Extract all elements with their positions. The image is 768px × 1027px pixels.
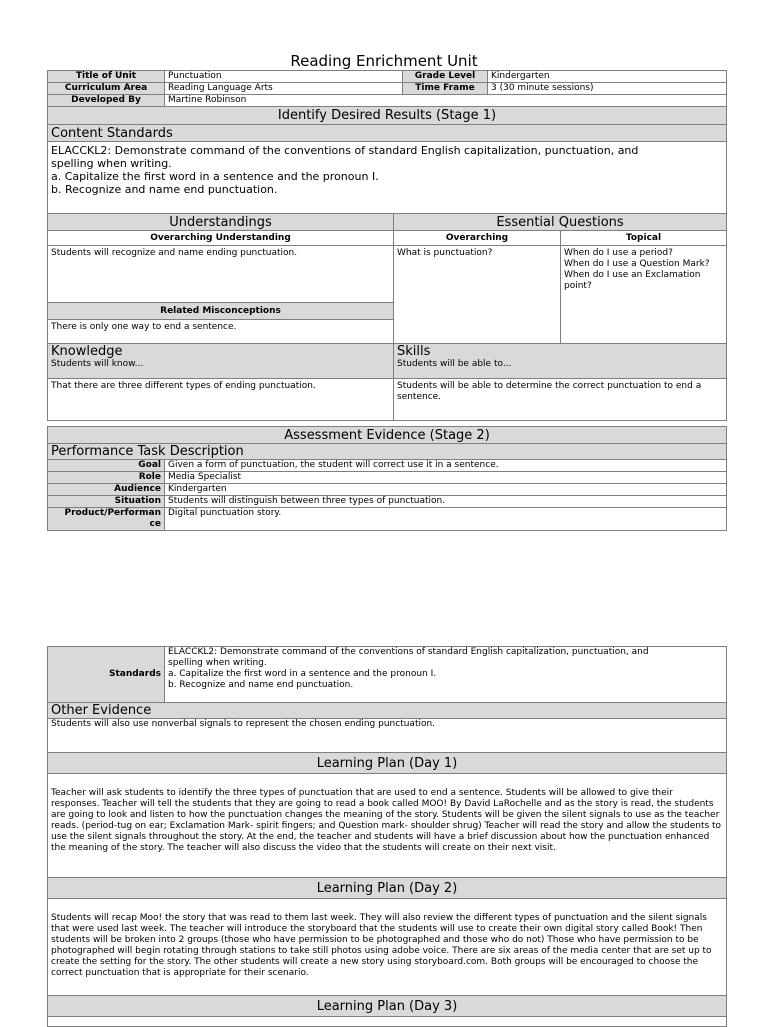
learning-plan-table bbox=[47, 702, 727, 1027]
standards-line: ELACCKL2: Demonstrate command of the conventions of standard English capitalization, punctuation, and bbox=[51, 144, 639, 157]
situation-text: Students will distinguish between three types of punctuation. bbox=[165, 496, 727, 508]
standards-line: ELACCKL2: Demonstrate command of the conventions of standard English capitalization, punctuation, and bbox=[168, 647, 649, 657]
product-text: Digital punctuation story. bbox=[165, 508, 727, 531]
day1-text: Teacher will ask students to identify the three types of punctuation that are used to end a sentence. Students will be allowed to give their responses. Teacher will tell the students that they are going to read a book called MOO! By David LaRochelle and as the story is read, the students are going to look and listen to how the punctuation changes the meaning of the story. Students will be given the silent signals to use as the teacher reads. (period-tug on ear; Exclamation Mark- spirit fingers; and Question mark- shoulder shrug) Teacher will read the story and allow the students to use the silent signals throughout the story. At the end, the teacher and students will have a brief discussion about how the punctuation enhanced the meaning of the story. The teacher will also discuss the video that the students will create on their next visit. bbox=[48, 774, 727, 878]
goal-text: Given a form of punctuation, the student will correct use it in a sentence. bbox=[165, 460, 727, 472]
title-of-unit-label: Title of Unit bbox=[48, 71, 165, 83]
curriculum-area-label: Curriculum Area bbox=[48, 83, 165, 95]
standards-line: b. Recognize and name end punctuation. bbox=[51, 183, 278, 196]
skills-heading: Skills bbox=[397, 344, 431, 359]
standards-line: b. Recognize and name end punctuation. bbox=[168, 680, 354, 690]
overarching-understanding-text: Students will recognize and name ending punctuation. bbox=[48, 246, 394, 303]
stage2-table bbox=[47, 426, 727, 531]
topical-question: When do I use an Exclamation point? bbox=[564, 270, 701, 291]
knowledge-text: That there are three different types of ending punctuation. bbox=[48, 379, 394, 421]
understandings-heading: Understandings bbox=[48, 214, 394, 231]
standards-label: Standards bbox=[48, 647, 165, 703]
skills-sub: Students will be able to... bbox=[397, 359, 512, 369]
goal-label: Goal bbox=[48, 460, 165, 472]
skills-header-cell bbox=[394, 344, 727, 379]
role-text: Media Specialist bbox=[165, 472, 727, 484]
content-standards-text bbox=[48, 142, 727, 214]
stage1-table bbox=[47, 106, 727, 421]
page2-standards-table bbox=[47, 646, 727, 703]
skills-text: Students will be able to determine the correct punctuation to end a sentence. bbox=[394, 379, 727, 421]
audience-text: Kindergarten bbox=[165, 484, 727, 496]
title-of-unit-value: Punctuation bbox=[165, 71, 403, 83]
day3-text bbox=[48, 1017, 727, 1027]
overarching-label: Overarching bbox=[394, 231, 561, 246]
standards-line: a. Capitalize the first word in a sentence and the pronoun I. bbox=[168, 669, 437, 679]
developed-by-label: Developed By bbox=[48, 95, 165, 107]
knowledge-heading: Knowledge bbox=[51, 344, 123, 359]
audience-label: Audience bbox=[48, 484, 165, 496]
day3-heading: Learning Plan (Day 3) bbox=[48, 996, 727, 1017]
performance-task-heading: Performance Task Description bbox=[48, 444, 727, 460]
time-frame-label: Time Frame bbox=[403, 83, 488, 95]
topical-questions bbox=[561, 246, 727, 344]
overarching-question: What is punctuation? bbox=[394, 246, 561, 344]
product-label-line: ce bbox=[149, 519, 161, 529]
document-title: Reading Enrichment Unit bbox=[290, 52, 478, 70]
grade-level-value: Kindergarten bbox=[488, 71, 727, 83]
standards-line: spelling when writing. bbox=[168, 658, 267, 668]
knowledge-header-cell bbox=[48, 344, 394, 379]
topical-question: When do I use a period? bbox=[564, 248, 673, 258]
standards-line: a. Capitalize the first word in a sentence and the pronoun I. bbox=[51, 170, 379, 183]
other-evidence-text: Students will also use nonverbal signals to represent the chosen ending punctuation. bbox=[48, 719, 727, 753]
misconceptions-label: Related Misconceptions bbox=[48, 303, 394, 320]
overarching-understanding-label: Overarching Understanding bbox=[48, 231, 394, 246]
day2-heading: Learning Plan (Day 2) bbox=[48, 878, 727, 899]
topical-question: When do I use a Question Mark? bbox=[564, 259, 710, 269]
topical-label: Topical bbox=[561, 231, 727, 246]
other-evidence-heading: Other Evidence bbox=[48, 703, 727, 719]
knowledge-sub: Students will know... bbox=[51, 359, 144, 369]
product-label-line: Product/Performan bbox=[64, 508, 161, 518]
curriculum-area-value: Reading Language Arts bbox=[165, 83, 403, 95]
situation-label: Situation bbox=[48, 496, 165, 508]
day1-heading: Learning Plan (Day 1) bbox=[48, 753, 727, 774]
role-label: Role bbox=[48, 472, 165, 484]
product-label bbox=[48, 508, 165, 531]
standards-line: spelling when writing. bbox=[51, 157, 172, 170]
stage1-heading: Identify Desired Results (Stage 1) bbox=[48, 107, 727, 125]
day2-text: Students will recap Moo! the story that was read to them last week. They will also review the different types of punctuation and the silent signals that were used last week. The teacher will introduce the storyboard that the students will use to create their own digital story called Book! Then students will be broken into 2 groups (those who have permission to be photographed and those who do not) Those who have permission to be photographed will begin rotating through stations to take still photos using adobe voice. There are six areas of the media center that are set up to create the setting for the story. The other students will create a new story using storyboard.com. Both groups will be encouraged to choose the correct punctuation that is appropriate for their scenario. bbox=[48, 899, 727, 996]
developed-by-value: Martine Robinson bbox=[165, 95, 727, 107]
page2-standards-text bbox=[165, 647, 727, 703]
unit-info-table bbox=[47, 70, 727, 107]
time-frame-value: 3 (30 minute sessions) bbox=[488, 83, 727, 95]
content-standards-heading: Content Standards bbox=[48, 125, 727, 142]
misconception-text: There is only one way to end a sentence. bbox=[48, 320, 394, 344]
grade-level-label: Grade Level bbox=[403, 71, 488, 83]
essential-questions-heading: Essential Questions bbox=[394, 214, 727, 231]
stage2-heading: Assessment Evidence (Stage 2) bbox=[48, 427, 727, 444]
